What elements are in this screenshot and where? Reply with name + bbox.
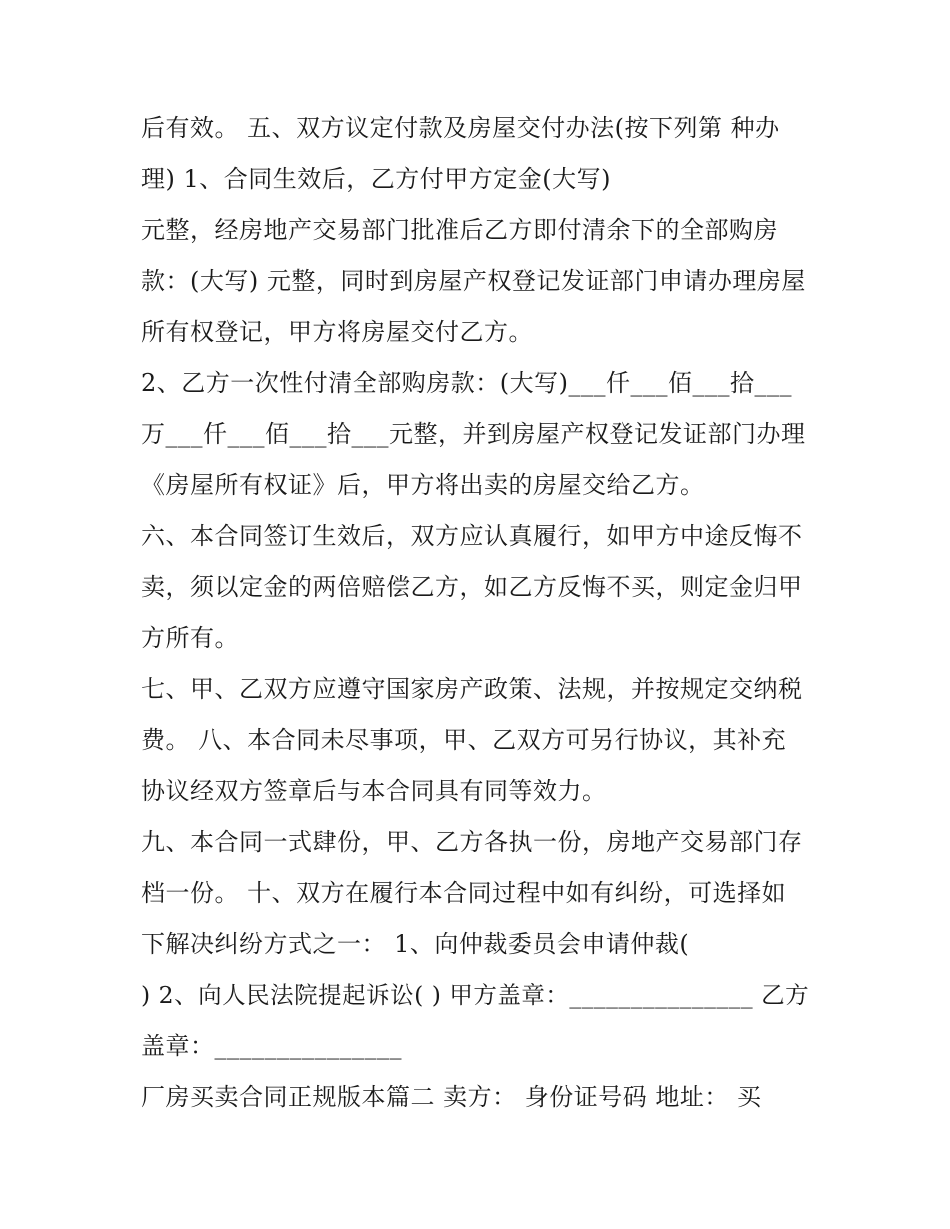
text-line: 理) 1、合同生效后，乙方付甲方定金(大写) <box>141 165 611 193</box>
text-line: 后有效。 五、双方议定付款及房屋交付办法(按下列第 种办 <box>141 114 780 142</box>
text-line: 卖，须以定金的两倍赔偿乙方，如乙方反悔不买，则定金归甲 <box>141 573 803 601</box>
text-line: 万___仟___佰___拾___元整，并到房屋产权登记发证部门办理 <box>141 420 806 448</box>
text-line: 六、本合同签订生效后，双方应认真履行，如甲方中途反悔不 <box>141 522 803 550</box>
text-line: 盖章：_______________ <box>141 1032 402 1060</box>
text-line: 《房屋所有权证》后，甲方将出卖的房屋交给乙方。 <box>141 471 705 499</box>
text-line: 2、乙方一次性付清全部购房款：(大写)___仟___佰___拾___ <box>141 369 792 397</box>
text-line: 厂房买卖合同正规版本篇二 卖方： 身份证号码 地址： 买 <box>141 1083 762 1111</box>
text-line: 元整，经房地产交易部门批准后乙方即付清余下的全部购房 <box>141 216 778 244</box>
text-line: 协议经双方签章后与本合同具有同等效力。 <box>141 777 607 805</box>
text-line: ) 2、向人民法院提起诉讼( ) 甲方盖章：_______________ 乙方 <box>141 981 810 1009</box>
text-line: 下解决纠纷方式之一： 1、向仲裁委员会申请仲裁( <box>141 930 690 958</box>
text-line: 方所有。 <box>141 624 239 652</box>
text-line: 款：(大写) 元整，同时到房屋产权登记发证部门申请办理房屋 <box>141 267 806 295</box>
text-line: 档一份。 十、双方在履行本合同过程中如有纠纷，可选择如 <box>141 879 787 907</box>
text-line: 七、甲、乙双方应遵守国家房产政策、法规，并按规定交纳税 <box>141 675 803 703</box>
text-line: 所有权登记，甲方将房屋交付乙方。 <box>141 318 533 346</box>
text-line: 九、本合同一式肆份，甲、乙方各执一份，房地产交易部门存 <box>141 828 803 856</box>
text-line: 费。 八、本合同未尽事项，甲、乙双方可另行协议，其补充 <box>141 726 787 754</box>
